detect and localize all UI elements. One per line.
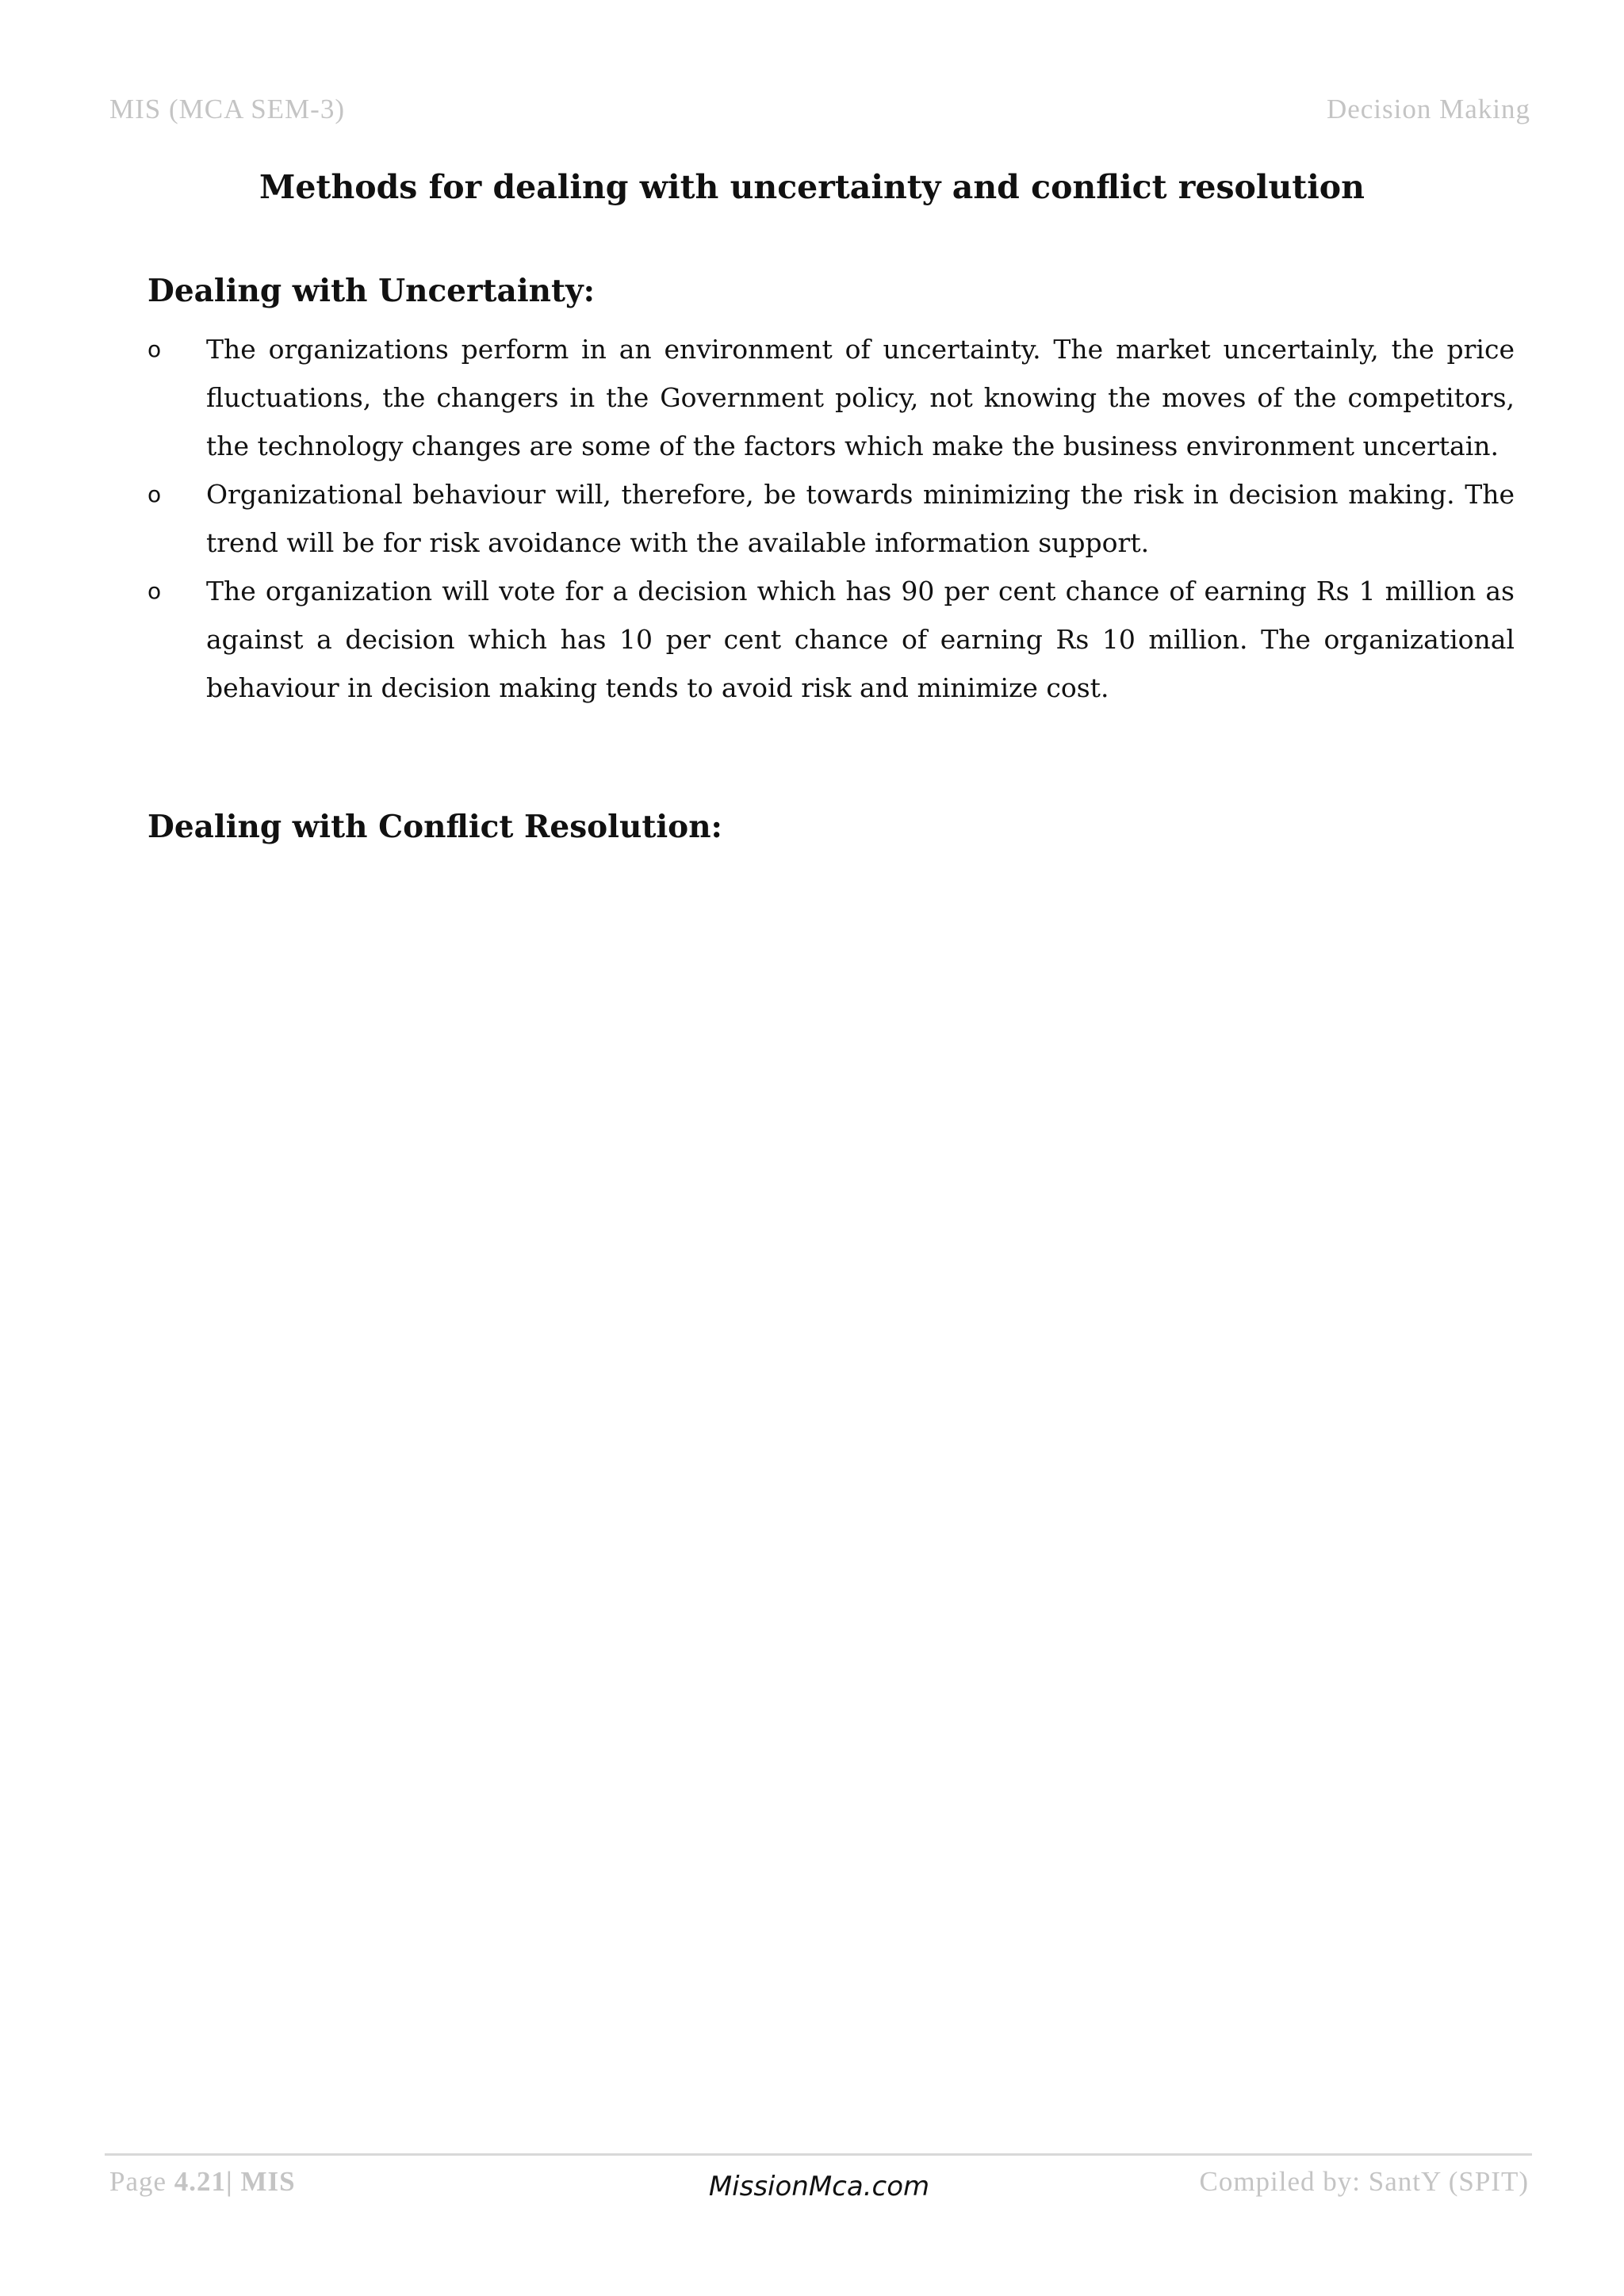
bullet-marker-icon: o [147,481,162,507]
footer-credit: Compiled by: SantY (SPIT) [1199,2166,1529,2197]
section-heading-conflict-resolution: Dealing with Conflict Resolution: [147,809,722,845]
uncertainty-bullet-list [147,325,1515,712]
footer-page-number: 4.21| MIS [174,2166,296,2197]
document-title: Methods for dealing with uncertainty and conflict resolution [259,168,1365,206]
header-course: MIS (MCA SEM-3) [109,94,345,124]
list-item [147,470,1515,567]
footer-divider [105,2153,1532,2156]
list-item-text: The organizations perform in an environment of uncertainty. The market uncertainly, the price fluctuations, the changers in the Government policy, not knowing the moves of the competitors, the technology changes are some of the factors which make the business environment uncertain. [206,334,1515,461]
bullet-marker-icon: o [147,578,162,604]
page-header [109,94,1530,133]
list-item [147,567,1515,712]
bullet-marker-icon: o [147,336,162,362]
list-item-text: Organizational behaviour will, therefore, be towards minimizing the risk in decision making. The trend will be for risk avoidance with the available information support. [206,479,1515,558]
page-footer [109,2166,1529,2214]
header-chapter: Decision Making [1326,94,1530,124]
section-heading-uncertainty: Dealing with Uncertainty: [147,273,596,309]
footer-page-label: Page [109,2166,174,2197]
list-item-text: The organization will vote for a decision which has 90 per cent chance of earning Rs 1 million as against a decision which has 10 per cent chance of earning Rs 10 million. The organizational behaviour in decision making tends to avoid risk and minimize cost. [206,576,1515,703]
site-logo: MissionMca.com [708,2171,930,2202]
list-item [147,325,1515,470]
